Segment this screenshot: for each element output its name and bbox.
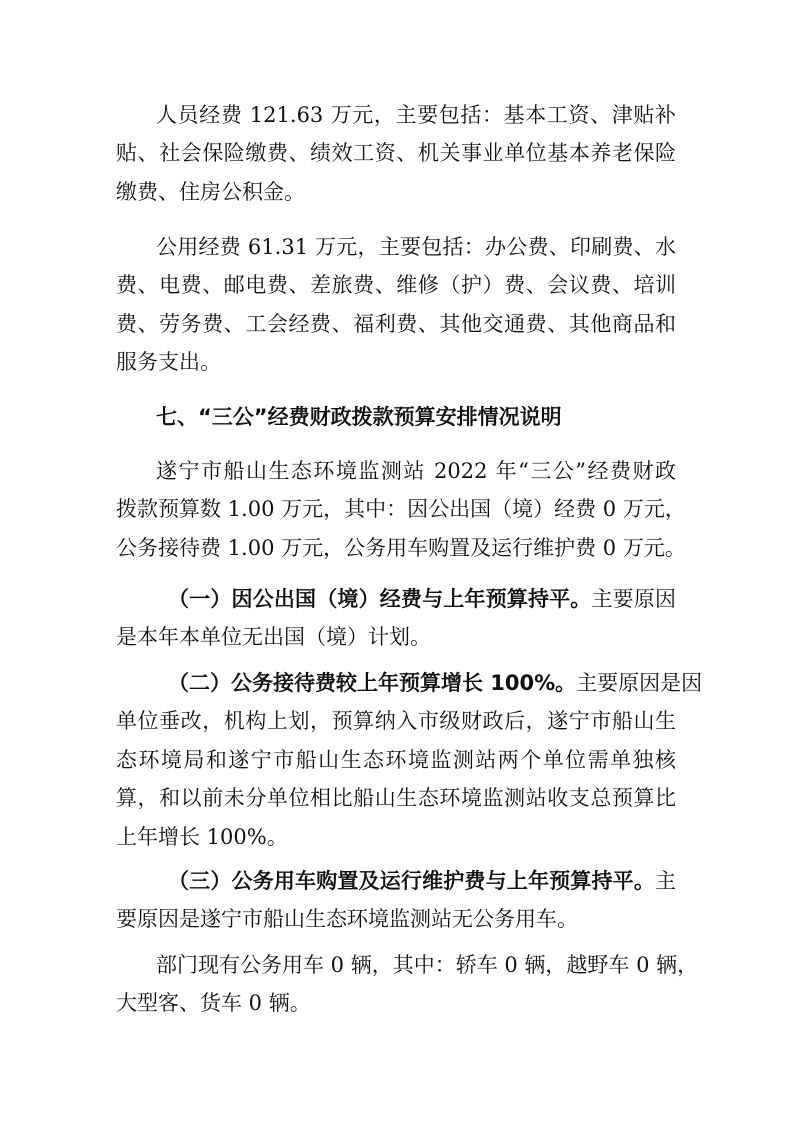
paragraph-vehicles	[116, 946, 699, 1023]
item-text: 主要原因	[591, 587, 677, 611]
text-line	[116, 664, 703, 702]
text-line: 费、劳务费、工会经费、福利费、其他交通费、其他商品和	[116, 311, 676, 336]
text-line: 态环境局和遂宁市船山生态环境监测站两个单位需单独核	[116, 747, 676, 772]
text-line: 公务接待费 1.00 万元，公务用车购置及运行维护费 0 万元。	[116, 535, 686, 560]
paragraph-item-one	[116, 580, 676, 657]
text-line: 人员经费 121.63 万元，主要包括：基本工资、津贴补	[156, 103, 676, 127]
paragraph-item-two	[116, 664, 703, 856]
text-line: 算，和以前未分单位相比船山生态环境监测站收支总预算比	[116, 786, 676, 811]
item-lead: （三）公务用车购置及运行维护费与上年预算持平。	[168, 869, 655, 893]
text-line: 缴费、住房公积金。	[116, 179, 305, 204]
text-line: 部门现有公务用车 0 辆，其中：轿车 0 辆，越野车 0 辆，	[156, 953, 699, 977]
text-line: 大型客、货车 0 辆。	[116, 991, 311, 1016]
text-line: 公用经费 61.31 万元，主要包括：办公费、印刷费、水	[156, 235, 676, 259]
text-line: 要原因是遂宁市船山生态环境监测站无公务用车。	[116, 907, 578, 932]
paragraph-item-three	[116, 862, 676, 939]
paragraph-personnel-expenses	[116, 96, 676, 211]
text-line: 单位垂改，机构上划，预算纳入市级财政后，遂宁市船山生	[116, 709, 676, 734]
paragraph-sangong-summary	[116, 452, 686, 567]
text-line	[116, 580, 676, 618]
item-text: 主要原因是因	[576, 671, 703, 695]
text-line: 上年增长 100%。	[116, 824, 288, 849]
section-title: 七、“三公”经费财政拨款预算安排情况说明	[156, 405, 562, 429]
text-line: 是本年本单位无出国（境）计划。	[116, 625, 431, 650]
item-lead: （二）公务接待费较上年预算增长 100%。	[168, 671, 577, 695]
section-heading-seven	[116, 398, 676, 436]
paragraph-public-expenses	[116, 228, 676, 382]
text-line: 费、电费、邮电费、差旅费、维修（护）费、会议费、培训	[116, 273, 676, 298]
item-lead: （一）因公出国（境）经费与上年预算持平。	[168, 587, 592, 611]
text-line: 贴、社会保险缴费、绩效工资、机关事业单位基本养老保险	[116, 141, 676, 166]
item-text: 主	[655, 869, 676, 893]
text-line: 遂宁市船山生态环境监测站 2022 年“三公”经费财政	[156, 459, 676, 483]
text-line: 服务支出。	[116, 350, 221, 375]
text-line	[116, 862, 676, 900]
text-line: 拨款预算数 1.00 万元，其中：因公出国（境）经费 0 万元，	[116, 497, 686, 522]
